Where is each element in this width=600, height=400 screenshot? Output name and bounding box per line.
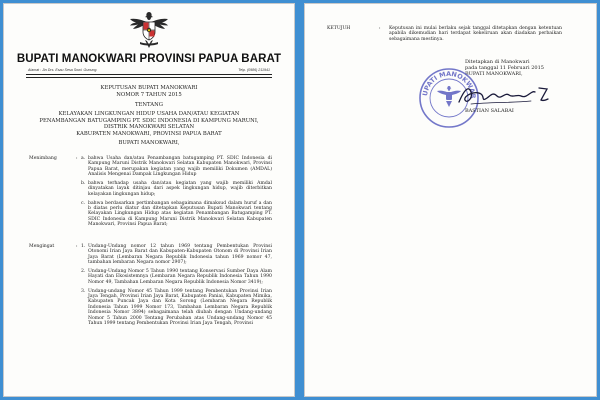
decree-number-block — [24, 85, 274, 98]
item-text: Undang-Undang Nomor 5 Tahun 1990 tentang Konservasi Sumber Daya Alam Hayati dan Ekosistemnya (Lembaran Negara Republik Indonesia Tahun 1990 Nomor 49, Tambahan Lembaran Negara Republik Indonesia Nomor 3419); — [88, 269, 272, 285]
item-text: bahwa berdasarkan pertimbangan sebagaimana dimaksud dalam huruf a dan b diatas perlu diatur dan ditetapkan Keputusan Bupati Manokwari tentang Kelayakan Lingkungan Hidup atas kegiatan Penambangan Batugamping PT. SDIC Indonesia di Kampung Maruni Distrik Manokwari Selatan Kabupaten Manokwari, Provinsi Papua Barat; — [88, 200, 272, 228]
item-marker: 2. — [81, 269, 86, 275]
letterhead-title: BUPATI MANOKWARI PROVINSI PAPUA BARAT — [16, 53, 282, 65]
tanggal-line: pada tanggal 11 Februari 2015 — [465, 65, 544, 71]
menimbang-label: Menimbang — [29, 156, 57, 161]
item-text: Undang-undang Nomor 45 Tahun 1999 tentang Pembentukan Provinsi Irian Jaya Tengah, Provinsi Irian Jaya Barat, Kabupaten Paniai, Kabupaten Mimika, Kabupaten Puncak Jaya dan Kota Sorong (Lembaran Negara Republik Indonesia Tahun 1999 Nomor 173, Tambahan Lembaran Negara Republik Indonesia Nomor 3894) sebagaimana telah diubah dengan Undang-undang Nomor 5 Tahun 2000 Tentang Perubahan atas Undang-undang Nomor 45 Tahun 1999 tentang Pembentukan Provinsi Irian Jaya Tengah, Provinsi — [88, 288, 272, 327]
item-marker: a. — [81, 156, 86, 161]
item-text: bahwa Usaha dan/atau Penambangan batugamping PT. SDIC Indonesia di Kampung Maruni Distrik Manokwari Selatan Kabupaten Manokwari, Provinsi Papua Barat, merupakan kegiatan yang wajib memiliki Dokumen (AMDAL) Analisis Mengenai Dampak Lingkungan Hidup — [88, 156, 272, 178]
phone-text: Telp. (0986) 211941 — [238, 68, 270, 72]
document-page-2 — [304, 3, 597, 397]
list-item — [81, 201, 272, 228]
item-marker: 3. — [81, 288, 86, 294]
letterhead-rule-thin — [26, 77, 272, 78]
subject-line: KELAYAKAN LINGKUNGAN HIDUP USAHA DAN/ATAU KEGIATAN — [58, 111, 240, 117]
ditetapkan-line: Ditetapkan di Manokwari — [465, 59, 530, 65]
list-item — [81, 181, 272, 197]
jabatan-line: BUPATI MANOKWARI, — [465, 71, 523, 77]
item-marker: c. — [81, 200, 86, 206]
menimbang-colon: : — [76, 156, 78, 161]
list-item — [81, 289, 272, 327]
address-text: Alamat : Jln Drs. Esau Sesa Sowi. Gunung. — [28, 68, 98, 72]
garuda-emblem-icon — [128, 10, 170, 50]
ketujuh-text: Keputusan ini mulai berlaku sejak tanggal ditetapkan dengan ketentuan apabila dikemudian hari terdapat kekeliruan akan diadakan perbaikan sebagaimana mestinya. — [389, 26, 562, 42]
decree-title-line: KEPUTUSAN BUPATI MANOKWARI — [100, 85, 198, 91]
letterhead-address-line — [28, 68, 270, 72]
tentang-heading: TENTANG — [135, 102, 163, 108]
item-marker: 1. — [81, 244, 86, 249]
document-page-1 — [3, 3, 295, 397]
handwritten-signature-icon — [451, 80, 561, 110]
signer-name: BASTIAN SALABAI — [465, 108, 514, 114]
svg-text:BUPATI MANOKWARI: UPATI MANOKWAR — [421, 69, 478, 99]
item-text: Undang-Undang nomor 12 tahun 1969 tentang Pembentukan Provinsi Otonomi Irian Jaya Barat dan Kabupaten-Kabupaten Otonom di Provinsi Irian Jaya Barat (Lembaran Negara Republik Indonesia tahun 1969 nomor 47, tambahan lembaran Negara nomor 2907); — [88, 244, 272, 266]
item-text: bahwa terhadap usaha dan/atau kegiatan yang wajib memiliki Amdal dinyatakan layak ditinjau dari aspek lingkungan hidup, wajib diterbitkan kelayakan lingkungan hidup; — [88, 181, 272, 197]
ketujuh-label: KETUJUH — [327, 26, 351, 31]
subject-line: KABUPATEN MANOKWARI, PROVINSI PAPUA BARAT — [76, 130, 222, 137]
decree-number-line: NOMOR 7 TAHUN 2015 — [116, 91, 182, 98]
list-item — [81, 244, 272, 266]
ketujuh-colon: : — [379, 26, 381, 31]
subject-line: DISTRIK MANOKWARI SELATAN — [103, 124, 195, 131]
mengingat-colon: : — [76, 244, 78, 249]
issuer-line: BUPATI MANOKWARI, — [118, 140, 180, 146]
mengingat-label: Mengingat — [29, 244, 55, 249]
signature-block — [465, 59, 585, 77]
list-item — [81, 156, 272, 178]
list-item — [81, 269, 272, 285]
letterhead-rule-thick — [26, 74, 272, 75]
subject-line: PENAMBANGAN BATUGAMPING PT. SDIC INDONESIA DI KAMPUNG MARUNI, — [39, 117, 259, 124]
decree-subject-block — [24, 111, 274, 137]
item-marker: b. — [81, 181, 86, 187]
mengingat-section — [29, 244, 272, 397]
